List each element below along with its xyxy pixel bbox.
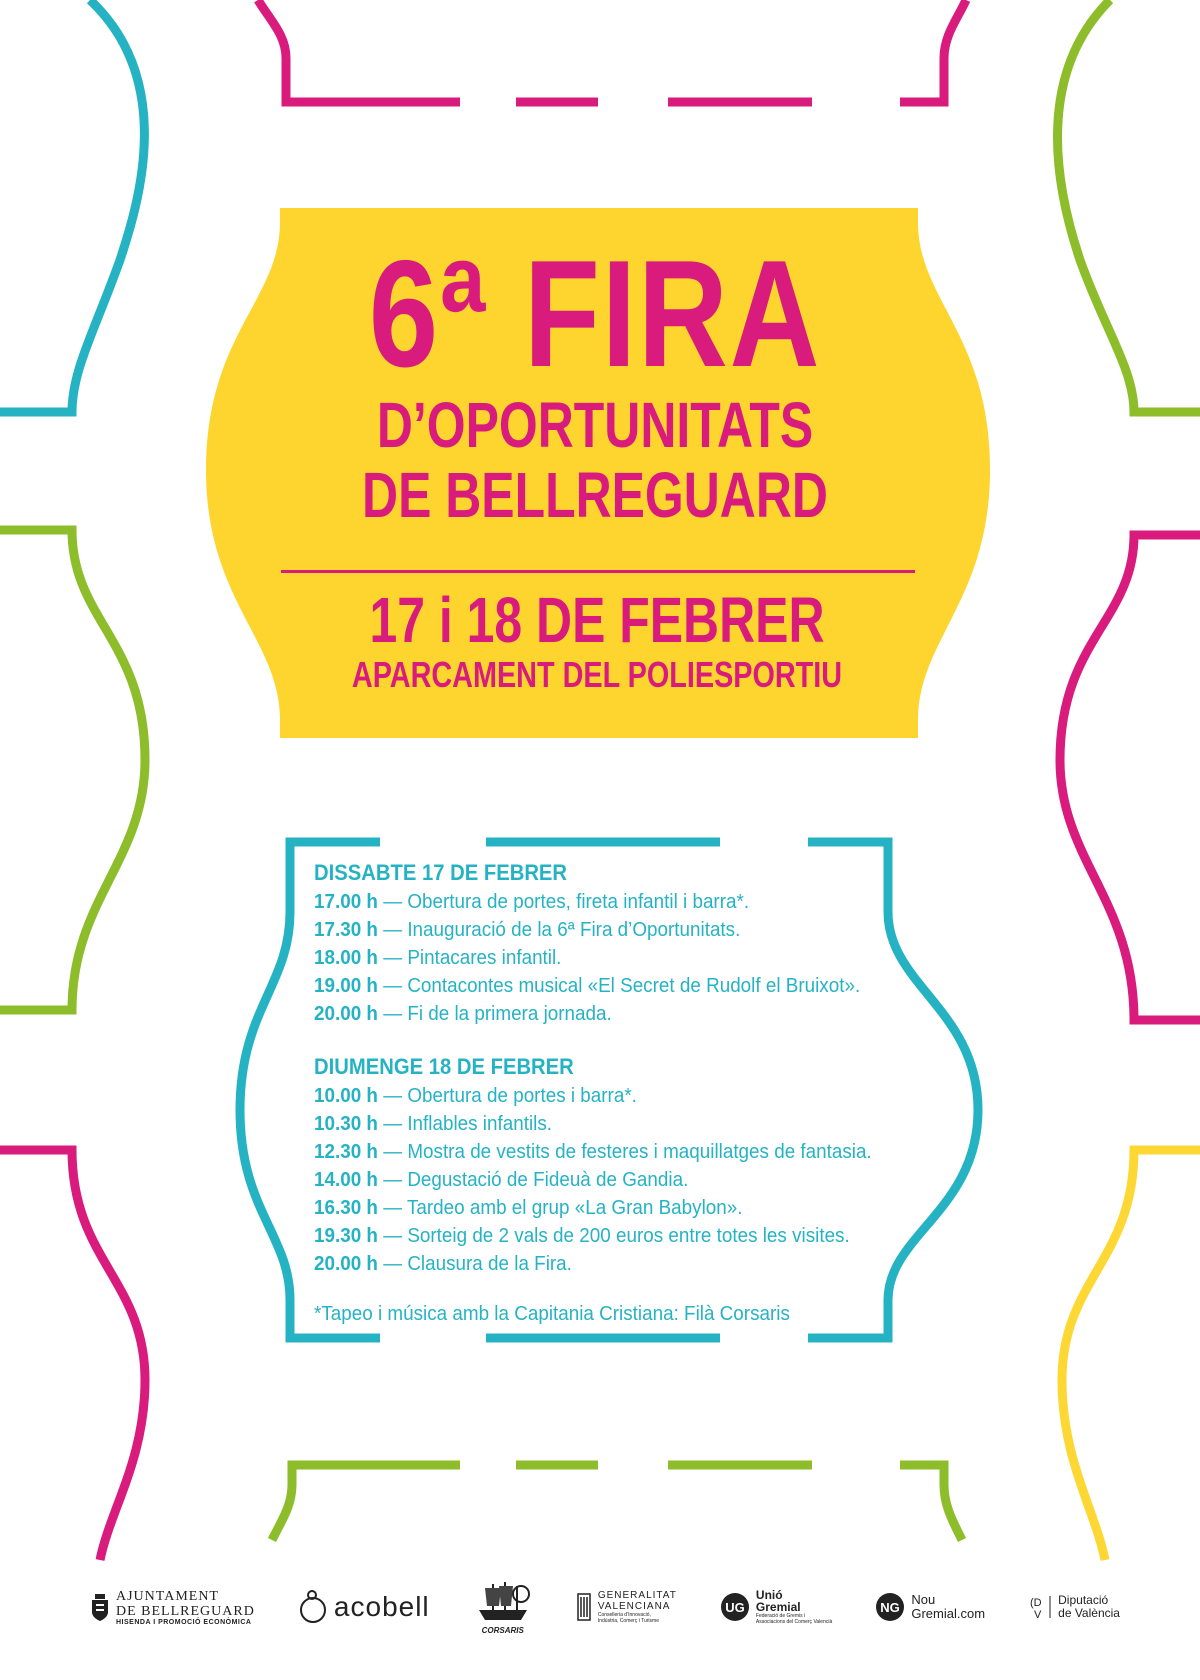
logo-generalitat (576, 1590, 677, 1624)
schedule-item (314, 944, 903, 972)
green-wave-left (0, 530, 145, 1010)
event-time: 14.00 h (314, 1168, 378, 1191)
nou-line2: Gremial.com (911, 1606, 986, 1621)
ajuntament-line3: HISENDA I PROMOCIÓ ECONÒMICA (116, 1618, 252, 1626)
event-text: — Clausura de la Fira. (383, 1252, 572, 1275)
svg-text:(D: (D (1030, 1597, 1042, 1609)
unio-gremial-icon (720, 1592, 750, 1622)
event-text: — Inauguració de la 6ª Fira d’Oportunitats. (383, 918, 741, 941)
ship-icon (473, 1580, 533, 1626)
crest-icon (90, 1592, 110, 1622)
green-wave-right (1058, 0, 1200, 412)
unio-line4: Associacions del Comerç Valencià (755, 1619, 833, 1625)
title-line-1: 6ª FIRA (368, 229, 822, 399)
ajuntament-line2: DE BELLREGUARD (116, 1603, 255, 1619)
generalitat-line2: VALENCIANA (597, 1601, 671, 1612)
event-time: 18.00 h (314, 946, 378, 969)
title-block (280, 229, 910, 531)
event-text: — Obertura de portes, fireta infantil i barra*. (383, 890, 750, 913)
cyan-wave-left (0, 0, 144, 412)
event-time: 20.00 h (314, 1252, 378, 1275)
logo-unio-gremial (720, 1589, 832, 1625)
event-time: 20.00 h (314, 1002, 378, 1025)
event-dates: 17 i 18 DE FEBRER (369, 584, 825, 656)
spacer (314, 1028, 954, 1052)
generalitat-crest-icon (576, 1592, 592, 1622)
unio-line1: Unió (755, 1588, 783, 1602)
event-time: 17.00 h (314, 890, 378, 913)
schedule-item (314, 1138, 903, 1166)
generalitat-line3: Conselleria d’Innovació, (597, 1612, 651, 1618)
event-time: 17.30 h (314, 918, 378, 941)
sponsor-logos (90, 1572, 1120, 1642)
schedule-item (314, 1222, 903, 1250)
diputacio-line2: de València (1058, 1606, 1120, 1620)
acobell-text: acobell (333, 1591, 430, 1622)
logo-nou-gremial (875, 1592, 985, 1622)
logo-corsaris (473, 1580, 533, 1635)
title-line-3: DE BELLREGUARD (362, 459, 828, 531)
diputacio-mark-icon (1028, 1594, 1052, 1620)
magenta-frame-top-right (900, 0, 966, 102)
program-schedule (314, 858, 954, 1328)
schedule-item (314, 1110, 903, 1138)
event-time: 12.30 h (314, 1140, 378, 1163)
event-time: 16.30 h (314, 1196, 378, 1219)
schedule-item (314, 1166, 903, 1194)
svg-text:NG: NG (880, 1600, 901, 1615)
magenta-wave-right (1060, 535, 1200, 1020)
logo-acobell (298, 1590, 430, 1624)
green-frame-bottom-left (272, 1465, 460, 1540)
magenta-frame-top-left (258, 0, 460, 102)
green-frame-bottom-right (900, 1465, 962, 1540)
event-time: 19.00 h (314, 974, 378, 997)
schedule-item (314, 972, 903, 1000)
event-time: 10.30 h (314, 1112, 378, 1135)
event-text: — Inflables infantils. (383, 1112, 552, 1135)
logo-diputacio (1028, 1594, 1120, 1620)
title-divider (281, 570, 915, 573)
svg-text:V: V (1034, 1609, 1042, 1620)
magenta-wave-left (0, 1150, 145, 1560)
corsaris-text: CORSARIS (481, 1625, 524, 1635)
event-time: 10.00 h (314, 1084, 378, 1107)
event-text: — Degustació de Fideuà de Gandia. (383, 1168, 689, 1191)
event-text: — Contacontes musical «El Secret de Rudolf el Bruixot». (383, 974, 861, 997)
diputacio-line1: Diputació (1058, 1593, 1109, 1607)
yellow-wave-right (1062, 1150, 1200, 1560)
schedule-item (314, 916, 903, 944)
unio-line2: Gremial (755, 1600, 801, 1614)
logo-ajuntament (90, 1589, 255, 1626)
svg-text:UG: UG (725, 1600, 745, 1615)
nou-line1: Nou (911, 1592, 936, 1607)
schedule-item (314, 1250, 903, 1278)
unio-line3: Federació de Gremis i (755, 1613, 806, 1619)
schedule-item (314, 1082, 903, 1110)
event-text: — Pintacares infantil. (383, 946, 562, 969)
title-line-2: D’OPORTUNITATS (376, 389, 814, 461)
event-text: — Tardeo amb el grup «La Gran Babylon». (383, 1196, 743, 1219)
footnote: *Tapeo i música amb la Capitania Cristiana: Filà Corsaris (314, 1302, 790, 1325)
schedule-item (314, 1194, 903, 1222)
event-text: — Obertura de portes i barra*. (383, 1084, 637, 1107)
event-place: APARCAMENT DEL POLIESPORTIU (351, 654, 843, 695)
acobell-mark-icon (298, 1590, 328, 1624)
event-time: 19.30 h (314, 1224, 378, 1247)
event-text: — Mostra de vestits de festeres i maquillatges de fantasia. (383, 1140, 872, 1163)
ajuntament-line1: AJUNTAMENT (116, 1588, 219, 1604)
day1-heading: DISSABTE 17 DE FEBRER (314, 860, 568, 885)
nou-gremial-icon (875, 1592, 905, 1622)
day2-heading: DIUMENGE 18 DE FEBRER (314, 1054, 574, 1079)
schedule-item (314, 888, 903, 916)
event-text: — Fi de la primera jornada. (383, 1002, 612, 1025)
generalitat-line4: Indústria, Comerç i Turisme (597, 1618, 659, 1624)
schedule-item (314, 1000, 903, 1028)
event-text: — Sorteig de 2 vals de 200 euros entre totes les visites. (383, 1224, 850, 1247)
generalitat-line1: GENERALITAT (597, 1590, 677, 1601)
